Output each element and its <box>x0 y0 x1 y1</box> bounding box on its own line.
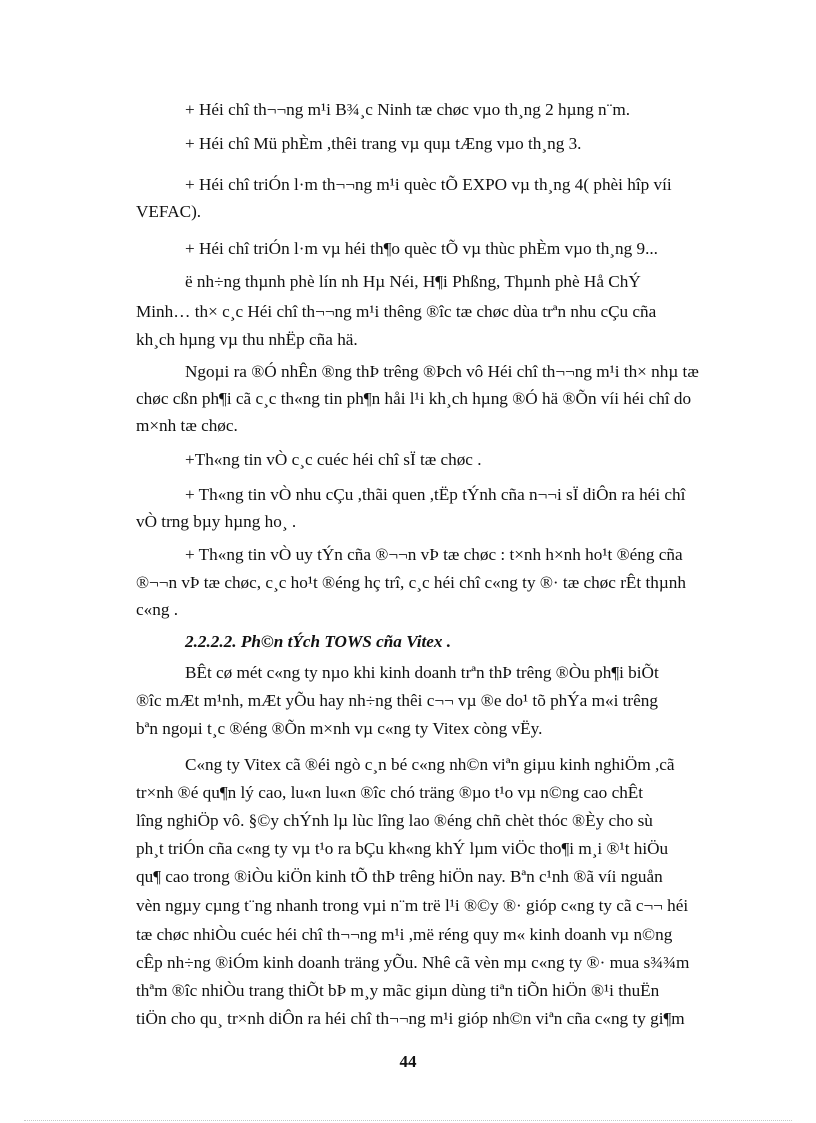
text-line: Minh… th× c¸c Héi chî th¬¬ng m¹i thêng ®îc tæ chøc dùa trªn nhu cÇu cña <box>136 302 657 321</box>
text-line: +Th«ng tin vÒ c¸c cuéc héi chî sÏ tæ chøc . <box>185 450 482 469</box>
text-line: ë nh÷ng thµnh phè lín nh Hµ Néi, H¶i Phßng, Thµnh phè Hå ChÝ <box>185 272 641 291</box>
text-line: bªn ngoµi t¸c ®éng ®Õn m×nh vµ c«ng ty Vitex còng vËy. <box>136 719 543 738</box>
text-line: + Th«ng tin vÒ nhu cÇu ,thãi quen ,tËp tÝnh cña n¬¬i sÏ diÔn ra héi chî <box>185 485 686 504</box>
text-line: + Héi chî Mü phÈm ,thêi trang vµ quµ tÆng vµo th¸ng 3. <box>185 134 582 153</box>
text-line: c«ng . <box>136 600 179 619</box>
page-number: 44 <box>399 1052 417 1071</box>
text-line: VEFAC). <box>136 202 202 221</box>
text-line: cÊp nh÷ng ®iÓm kinh doanh träng yÕu. Nhê cã vèn mµ c«ng ty ®· mua s¾¾m <box>136 953 690 972</box>
text-line: tr×nh ®é qu¶n lý cao, lu«n lu«n ®îc chó träng ®µo t¹o vµ n©ng cao chÊt <box>136 783 644 802</box>
text-line: + Th«ng tin vÒ uy tÝn cña ®¬¬n vÞ tæ chøc : t×nh h×nh ho¹t ®éng cña <box>185 545 683 564</box>
text-line: BÊt cø mét c«ng ty nµo khi kinh doanh trªn thÞ trêng ®Òu ph¶i biÕt <box>185 663 659 682</box>
text-line: ®¬¬n vÞ tæ chøc, c¸c ho¹t ®éng hç trî, c¸c héi chî c«ng ty ®· tæ chøc rÊt thµnh <box>136 573 686 592</box>
text-line: C«ng ty Vitex cã ®éi ngò c¸n bé c«ng nh©n viªn giµu kinh nghiÖm ,cã <box>185 755 675 774</box>
footer-dotted-rule <box>24 1120 792 1121</box>
text-line: tiÖn cho qu¸ tr×nh diÔn ra héi chî th¬¬ng m¹i gióp nh©n viªn cña c«ng ty gi¶m <box>136 1009 685 1028</box>
text-line: + Héi chî triÓn l·m th¬¬ng m¹i quèc tÕ EXPO vµ th¸ng 4( phèi hîp víi <box>185 175 672 194</box>
text-line: ph¸t triÓn cña c«ng ty vµ t¹o ra bÇu kh«ng khÝ lµm viÖc tho¶i m¸i ®¹t hiÖu <box>136 839 669 858</box>
text-line: vÒ trng bµy hµng ho¸ . <box>136 512 297 531</box>
text-line: vèn ngµy cµng t¨ng nhanh trong vµi n¨m trë l¹i ®©y ®· gióp c«ng ty cã c¬¬ héi <box>136 896 689 915</box>
text-line: chøc cßn ph¶i cã c¸c th«ng tin ph¶n håi l¹i kh¸ch hµng ®Ó hä ®Õn víi héi chî do <box>136 389 692 408</box>
text-line: kh¸ch hµng vµ thu nhËp cña hä. <box>136 330 358 349</box>
section-heading: 2.2.2.2. Ph©n tÝch TOWS cña Vitex . <box>185 632 452 651</box>
text-line: + Héi chî th¬¬ng m¹i B¾¸c Ninh tæ chøc vµo th¸ng 2 hµng n¨m. <box>185 100 631 119</box>
text-line: qu¶ cao trong ®iÒu kiÖn kinh tÕ thÞ trêng hiÖn nay. Bªn c¹nh ®ã víi nguån <box>136 867 663 886</box>
text-line: thªm ®îc nhiÒu trang thiÕt bÞ m¸y mãc giµn dùng tiªn tiÕn hiÖn ®¹i thuËn <box>136 981 660 1000</box>
text-line: Ngoµi ra ®Ó nhÊn ®ng thÞ trêng ®Þch vô Héi chî th¬¬ng m¹i th× nhµ tæ <box>185 362 699 381</box>
text-line: lîng nghiÖp vô. §©y chÝnh lµ lùc lîng lao ®éng chñ chèt thóc ®Èy cho sù <box>136 811 653 830</box>
text-line: tæ chøc nhiÒu cuéc héi chî th¬¬ng m¹i ,më réng quy m« kinh doanh vµ n©ng <box>136 925 673 944</box>
text-line: ®îc mÆt m¹nh, mÆt yÕu hay nh÷ng thêi c¬¬ vµ ®e do¹ tõ phÝa m«i trêng <box>136 691 658 710</box>
text-line: m×nh tæ chøc. <box>136 416 238 435</box>
text-line: + Héi chî triÓn l·m vµ héi th¶o quèc tÕ vµ thùc phÈm vµo th¸ng 9... <box>185 239 658 258</box>
